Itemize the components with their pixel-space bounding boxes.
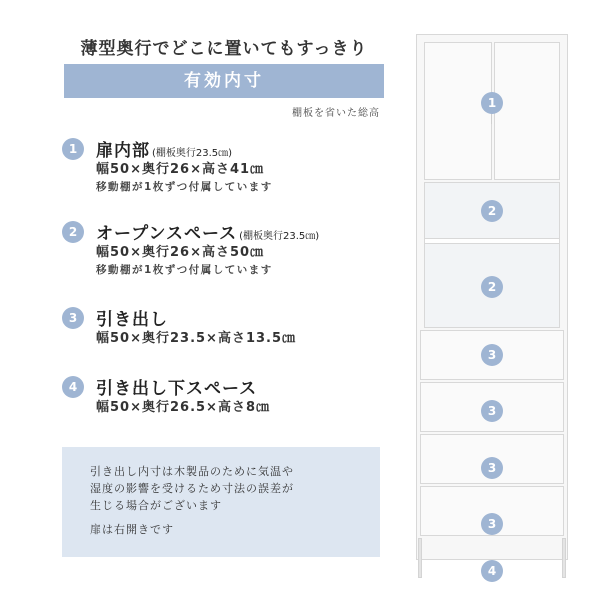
movable-shelf bbox=[424, 238, 560, 244]
cabinet-illustration bbox=[416, 34, 568, 578]
effective-dimensions-banner: 有効内寸 bbox=[64, 64, 384, 98]
info-line: 生じる場合がございます bbox=[90, 499, 222, 512]
marker-drawer-1: 3 bbox=[481, 344, 503, 366]
spec-dimensions: 幅50×奥行26×高さ41㎝ bbox=[96, 162, 265, 177]
total-height-note: 棚板を省いた総高 bbox=[292, 108, 380, 119]
info-note-box bbox=[62, 447, 380, 557]
marker-open-bottom: 2 bbox=[481, 276, 503, 298]
marker-drawer-3: 3 bbox=[481, 457, 503, 479]
headline: 薄型奥行でどこに置いてもすっきり bbox=[80, 39, 368, 59]
right-leg bbox=[562, 538, 566, 578]
spec-dimensions: 幅50×奥行23.5×高さ13.5㎝ bbox=[96, 331, 297, 346]
spec-title: 扉内部 (棚板奥行23.5㎝) bbox=[96, 141, 233, 161]
info-line: 扉は右開きです bbox=[90, 523, 174, 536]
spec-badge: 2 bbox=[62, 221, 84, 243]
left-door bbox=[424, 42, 492, 180]
spec-title: オープンスペース (棚板奥行23.5㎝) bbox=[96, 224, 320, 244]
spec-shelf-note: 移動棚が1枚ずつ付属しています bbox=[96, 181, 273, 193]
marker-open-top: 2 bbox=[481, 200, 503, 222]
marker-base-space: 4 bbox=[481, 560, 503, 582]
spec-dimensions: 幅50×奥行26×高さ50㎝ bbox=[96, 245, 265, 260]
spec-title: 引き出し bbox=[96, 310, 168, 330]
right-door bbox=[494, 42, 560, 180]
spec-badge: 1 bbox=[62, 138, 84, 160]
marker-drawer-2: 3 bbox=[481, 400, 503, 422]
info-line: 引き出し内寸は木製品のために気温や bbox=[90, 465, 294, 478]
left-leg bbox=[418, 538, 422, 578]
spec-badge: 3 bbox=[62, 307, 84, 329]
marker-doors: 1 bbox=[481, 92, 503, 114]
spec-badge: 4 bbox=[62, 376, 84, 398]
spec-dimensions: 幅50×奥行26.5×高さ8㎝ bbox=[96, 400, 270, 415]
marker-drawer-4: 3 bbox=[481, 513, 503, 535]
spec-shelf-note: 移動棚が1枚ずつ付属しています bbox=[96, 264, 273, 276]
info-line: 湿度の影響を受けるため寸法の誤差が bbox=[90, 482, 294, 495]
spec-title: 引き出し下スペース bbox=[96, 379, 258, 399]
